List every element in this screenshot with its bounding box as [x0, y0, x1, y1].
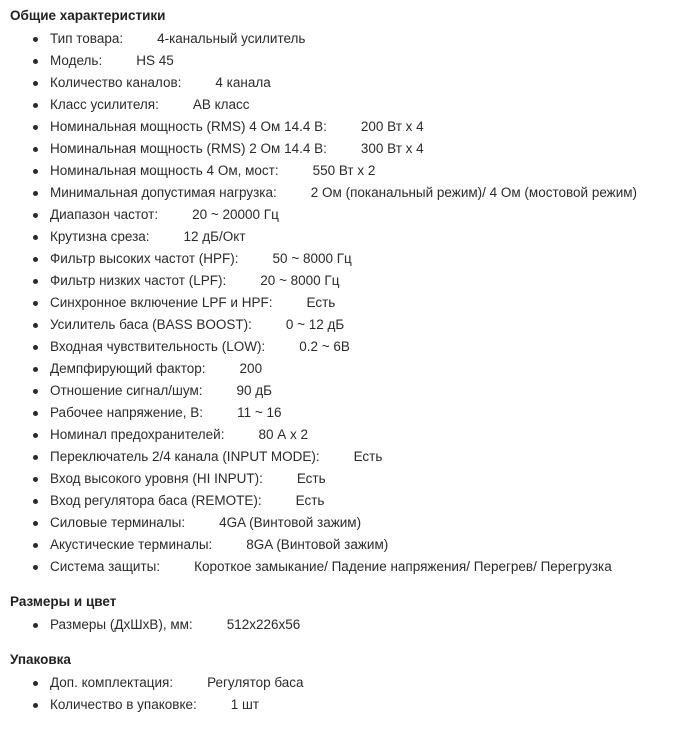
spec-value: Есть: [296, 471, 326, 486]
spec-item: [10, 314, 699, 336]
spec-list: [10, 672, 699, 716]
spec-section: [10, 592, 699, 636]
spec-value: 0.2 ~ 6В: [299, 339, 350, 354]
spec-value: 300 Вт x 4: [360, 141, 424, 156]
spec-label: Тип товара:: [50, 31, 124, 46]
bullet-icon: [33, 103, 38, 108]
spec-item: [10, 424, 699, 446]
bullet-icon: [33, 125, 38, 130]
section-title: Общие характеристики: [10, 8, 166, 23]
bullet-icon: [33, 301, 38, 306]
bullet-icon: [33, 279, 38, 284]
spec-value: 1 шт: [230, 697, 260, 712]
spec-label: Отношение сигнал/шум:: [50, 383, 203, 398]
spec-value: 4 канала: [215, 75, 271, 90]
bullet-icon: [33, 81, 38, 86]
spec-value: 200 Вт x 4: [360, 119, 424, 134]
spec-label: Демпфирующий фактор:: [50, 361, 206, 376]
bullet-icon: [33, 257, 38, 262]
spec-value: 90 дБ: [236, 383, 273, 398]
spec-item: [10, 116, 699, 138]
spec-value: Есть: [295, 493, 325, 508]
bullet-icon: [33, 191, 38, 196]
spec-value: 200: [239, 361, 263, 376]
spec-label: Входная чувствительность (LOW):: [50, 339, 266, 354]
spec-item: [10, 490, 699, 512]
spec-label: Класс усилителя:: [50, 97, 159, 112]
bullet-icon: [33, 345, 38, 350]
spec-value: 4-канальный усилитель: [157, 31, 306, 46]
bullet-icon: [33, 411, 38, 416]
spec-label: Номинальная мощность (RMS) 2 Ом 14.4 В:: [50, 141, 327, 156]
spec-item: [10, 160, 699, 182]
spec-list: [10, 614, 699, 636]
spec-label: Акустические терминалы:: [50, 537, 213, 552]
bullet-icon: [33, 59, 38, 64]
bullet-icon: [33, 235, 38, 240]
bullet-icon: [33, 455, 38, 460]
spec-item: [10, 672, 699, 694]
bullet-icon: [33, 169, 38, 174]
spec-label: Силовые терминалы:: [50, 515, 186, 530]
spec-value: 8GA (Винтовой зажим): [246, 537, 389, 552]
bullet-icon: [33, 147, 38, 152]
spec-item: [10, 226, 699, 248]
spec-value: 11 ~ 16: [237, 405, 282, 420]
spec-item: [10, 182, 699, 204]
bullet-icon: [33, 213, 38, 218]
spec-label: Диапазон частот:: [50, 207, 159, 222]
bullet-icon: [33, 389, 38, 394]
spec-item: [10, 614, 699, 636]
spec-value: AB класс: [192, 97, 250, 112]
spec-label: Рабочее напряжение, В:: [50, 405, 204, 420]
bullet-icon: [33, 565, 38, 570]
spec-label: Количество каналов:: [50, 75, 182, 90]
spec-list: [10, 28, 699, 578]
spec-label: Размеры (ДхШхВ), мм:: [50, 617, 193, 632]
spec-label: Синхронное включение LPF и HPF:: [50, 295, 273, 310]
bullet-icon: [33, 323, 38, 328]
spec-item: [10, 534, 699, 556]
bullet-icon: [33, 681, 38, 686]
spec-item: [10, 72, 699, 94]
spec-label: Переключатель 2/4 канала (INPUT MODE):: [50, 449, 320, 464]
section-title: Размеры и цвет: [10, 594, 117, 609]
bullet-icon: [33, 521, 38, 526]
spec-section: [10, 6, 699, 578]
spec-value: Есть: [353, 449, 383, 464]
spec-item: [10, 380, 699, 402]
spec-value: 550 Вт x 2: [312, 163, 376, 178]
spec-item: [10, 204, 699, 226]
bullet-icon: [33, 367, 38, 372]
spec-label: Фильтр высоких частот (HPF):: [50, 251, 239, 266]
spec-value: 512x226x56: [226, 617, 301, 632]
spec-label: Доп. комплектация:: [50, 675, 174, 690]
bullet-icon: [33, 623, 38, 628]
spec-label: Фильтр низких частот (LPF):: [50, 273, 227, 288]
spec-item: [10, 468, 699, 490]
spec-value: 4GA (Винтовой зажим): [219, 515, 362, 530]
spec-label: Номинальная мощность 4 Ом, мост:: [50, 163, 279, 178]
spec-item: [10, 556, 699, 578]
bullet-icon: [33, 37, 38, 42]
spec-label: Номинальная мощность (RMS) 4 Ом 14.4 В:: [50, 119, 327, 134]
bullet-icon: [33, 433, 38, 438]
spec-item: [10, 402, 699, 424]
section-title: Упаковка: [10, 652, 71, 667]
spec-value: Регулятор баса: [207, 675, 304, 690]
spec-item: [10, 138, 699, 160]
bullet-icon: [33, 477, 38, 482]
spec-label: Модель:: [50, 53, 103, 68]
spec-item: [10, 248, 699, 270]
bullet-icon: [33, 703, 38, 708]
spec-label: Система защиты:: [50, 559, 161, 574]
spec-value: 2 Ом (поканальный режим)/ 4 Ом (мостовой режим): [310, 185, 638, 200]
spec-value: 20 ~ 20000 Гц: [192, 207, 279, 222]
spec-label: Номинал предохранителей:: [50, 427, 225, 442]
spec-section: [10, 650, 699, 716]
spec-value: 20 ~ 8000 Гц: [260, 273, 340, 288]
bullet-icon: [33, 499, 38, 504]
spec-item: [10, 694, 699, 716]
spec-value: 0 ~ 12 дБ: [285, 317, 345, 332]
bullet-icon: [33, 543, 38, 548]
spec-value: Есть: [306, 295, 336, 310]
spec-label: Крутизна среза:: [50, 229, 150, 244]
spec-label: Вход высокого уровня (HI INPUT):: [50, 471, 263, 486]
spec-label: Количество в упаковке:: [50, 697, 197, 712]
spec-value: Короткое замыкание/ Падение напряжения/ Перегрев/ Перегрузка: [194, 559, 612, 574]
spec-item: [10, 358, 699, 380]
spec-item: [10, 28, 699, 50]
spec-item: [10, 512, 699, 534]
spec-item: [10, 292, 699, 314]
spec-value: 80 А x 2: [258, 427, 308, 442]
spec-item: [10, 336, 699, 358]
spec-item: [10, 446, 699, 468]
spec-item: [10, 94, 699, 116]
spec-label: Минимальная допустимая нагрузка:: [50, 185, 277, 200]
spec-item: [10, 270, 699, 292]
spec-item: [10, 50, 699, 72]
spec-value: 50 ~ 8000 Гц: [272, 251, 352, 266]
spec-value: HS 45: [136, 53, 174, 68]
spec-label: Вход регулятора баса (REMOTE):: [50, 493, 262, 508]
spec-label: Усилитель баса (BASS BOOST):: [50, 317, 252, 332]
spec-value: 12 дБ/Окт: [183, 229, 246, 244]
